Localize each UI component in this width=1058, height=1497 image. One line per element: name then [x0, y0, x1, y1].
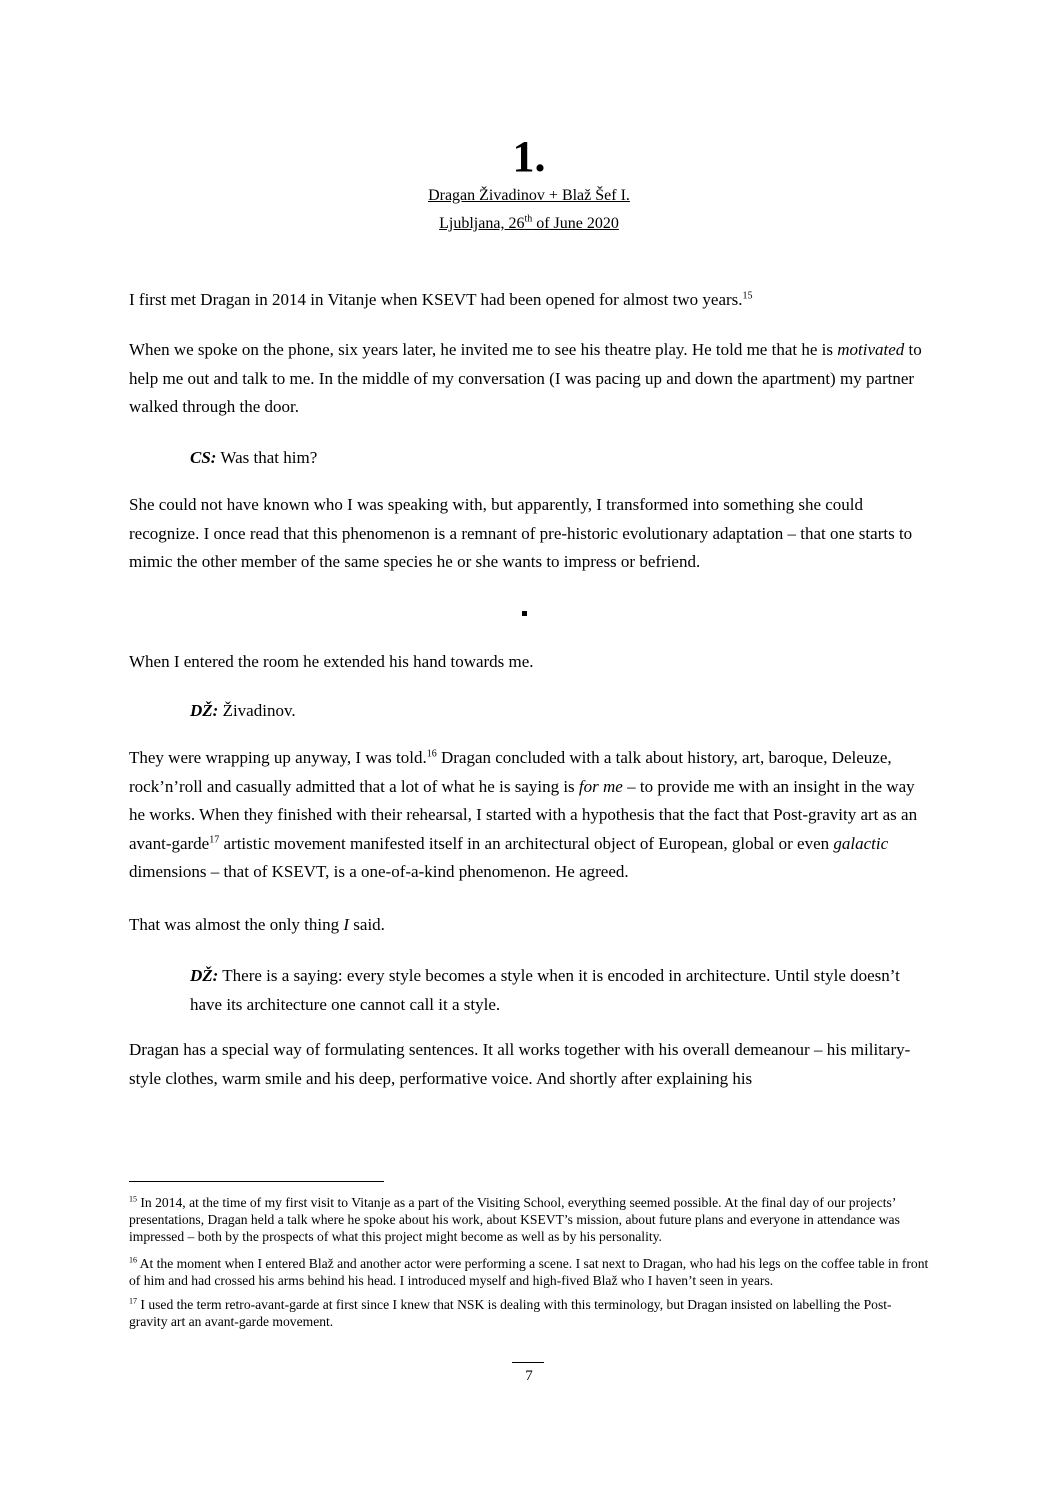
interview-participants: Dragan Živadinov + Blaž Šef I. — [428, 187, 630, 204]
chapter-number: 1. — [512, 132, 546, 181]
footnote-16 — [129, 1255, 929, 1289]
quote-cs-text: Was that him? — [216, 448, 318, 467]
paragraph-7: Dragan has a special way of formulating sentences. It all works together with his overall demeanour – his military-style clothes, warm smile and his deep, performative voice. And shortly after explaining his — [129, 1040, 911, 1088]
paragraph-1-text: I first met Dragan in 2014 in Vitanje when KSEVT had been opened for almost two years. — [129, 290, 743, 309]
paragraph-2-emphasis: motivated — [837, 340, 905, 359]
paragraph-5 — [129, 744, 929, 887]
paragraph-5-text-d: artistic movement manifested itself in an architectural object of European, global or even — [219, 833, 834, 853]
footnote-15-number: 15 — [129, 1194, 137, 1204]
paragraph-5-emphasis-2: galactic — [833, 833, 889, 853]
paragraph-2 — [129, 336, 929, 422]
paragraph-6-emphasis: I — [343, 915, 350, 934]
paragraph-2-text-b: to help me out and talk to me. In the middle of my conversation (I was pacing up and down the apartment) my partner walked through the door. — [129, 340, 922, 416]
date-ordinal: th — [524, 213, 533, 225]
speaker-cs: CS: — [190, 448, 217, 467]
paragraph-3: She could not have known who I was speaking with, but apparently, I transformed into something she could recognize. I once read that this phenomenon is a remnant of pre-historic evolutionary adaptation – that one starts to mimic the other member of the same species he or she wants to impress or befriend. — [129, 495, 913, 571]
footnote-15-text: In 2014, at the time of my first visit to Vitanje as a part of the Visiting School, everything seemed possible. At the final day of our projects’ presentations, Dragan held a talk where he spoke about his work, about KSEVT’s mission, about future plans and everyone in attendance was impressed – both by the prospects of what this project might become as well as by his personality. — [129, 1195, 900, 1244]
quote-dz-1 — [190, 697, 930, 726]
footnote-16-number: 16 — [129, 1255, 137, 1265]
footnote-17-number: 17 — [129, 1296, 137, 1306]
footnote-divider — [129, 1181, 384, 1182]
footnote-ref-15: 15 — [742, 290, 753, 302]
page-number: 7 — [525, 1368, 533, 1384]
quote-dz-1-text: Živadinov. — [218, 701, 296, 720]
footnote-17 — [129, 1296, 929, 1330]
section-separator — [522, 611, 527, 616]
paragraph-5-text-b: Dragan concluded with a talk about history, art, baroque, Deleuze, rock’n’roll and casually admitted that a lot of what he is saying is — [129, 748, 892, 796]
footnote-ref-16: 16 — [426, 748, 437, 760]
quote-dz-2-text: There is a saying: every style becomes a style when it is encoded in architecture. Until style doesn’t have its architecture one cannot call it a style. — [190, 966, 900, 1014]
speaker-dz-2: DŽ: — [190, 966, 219, 985]
paragraph-6-text-a: That was almost the only thing — [129, 915, 344, 934]
quote-cs — [190, 444, 930, 473]
paragraph-6-text-b: said. — [349, 915, 385, 934]
paragraph-2-text-a: When we spoke on the phone, six years later, he invited me to see his theatre play. He told me that he is — [129, 340, 838, 359]
date-suffix: of June 2020 — [532, 215, 619, 232]
paragraph-5-text-e: dimensions – that of KSEVT, is a one-of-a-kind phenomenon. He agreed. — [129, 862, 629, 881]
interview-date — [0, 214, 1058, 234]
paragraph-4: When I entered the room he extended his hand towards me. — [129, 652, 534, 671]
footnote-15 — [129, 1194, 929, 1245]
footnote-ref-17: 17 — [209, 833, 220, 845]
paragraph-5-text-a: They were wrapping up anyway, I was told. — [129, 748, 427, 767]
date-prefix: Ljubljana, 26 — [439, 215, 525, 232]
paragraph-5-text-c: – to provide me with an insight in the way he works. When they finished with their rehearsal, I started with a hypothesis that the fact that Post-gravity art as an avant-garde — [129, 776, 918, 853]
speaker-dz: DŽ: — [190, 701, 219, 720]
page-number-rule — [512, 1362, 544, 1363]
paragraph-5-emphasis-1: for me — [578, 776, 623, 796]
footnote-17-text: I used the term retro-avant-garde at first since I knew that NSK is dealing with this terminology, but Dragan insisted on labelling the Post-gravity art an avant-garde movement. — [129, 1297, 892, 1329]
paragraph-1 — [129, 286, 929, 315]
footnote-16-text: At the moment when I entered Blaž and another actor were performing a scene. I sat next to Dragan, who had his legs on the coffee table in front of him and had crossed his arms behind his head. I introduced myself and high-fived Blaž who I haven’t seen in years. — [129, 1256, 929, 1288]
quote-dz-2 — [190, 962, 930, 1019]
paragraph-6 — [129, 911, 929, 940]
